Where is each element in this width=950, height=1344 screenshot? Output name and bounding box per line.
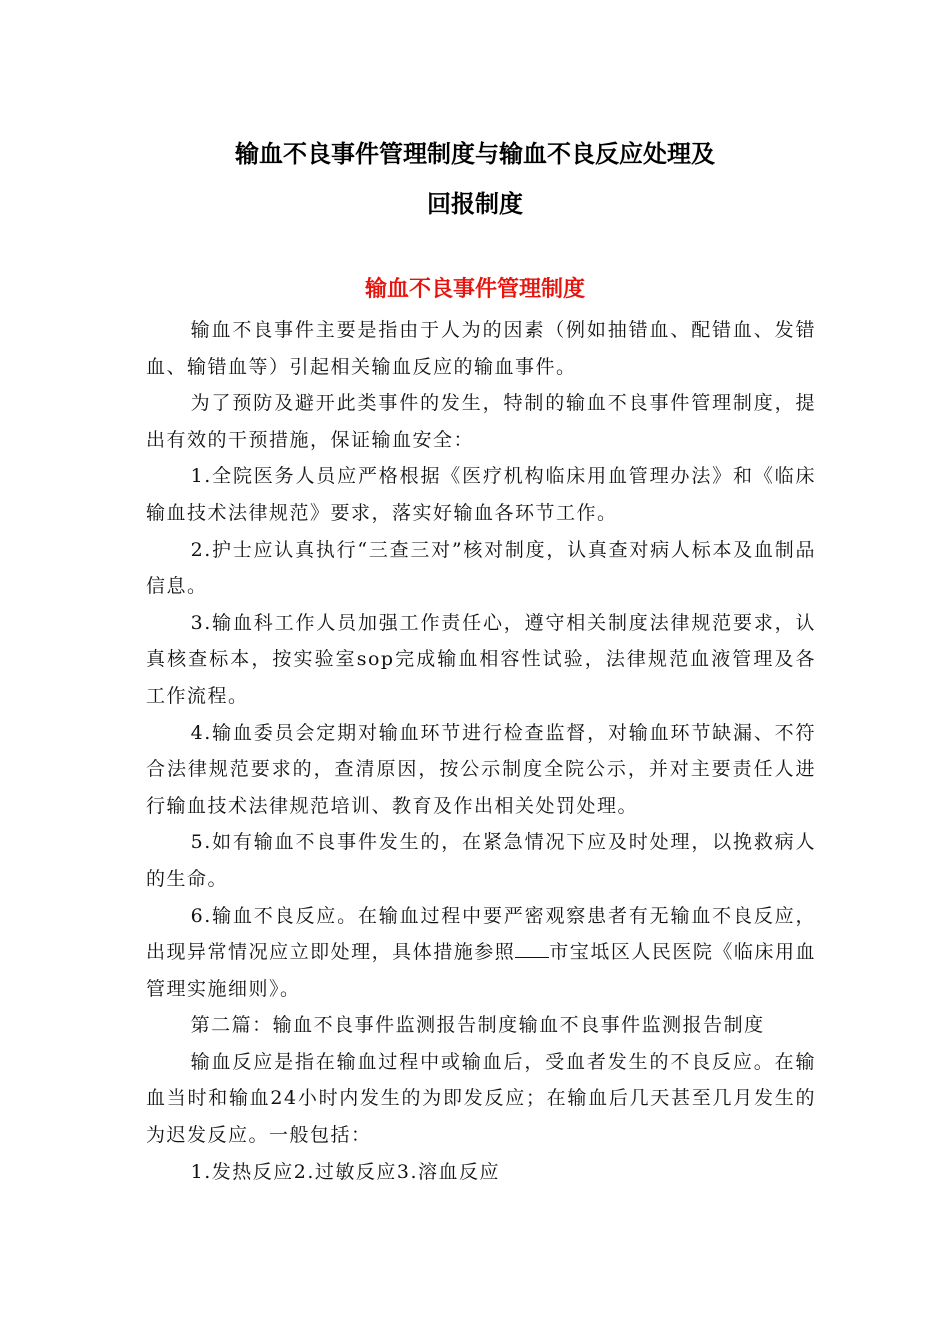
rule-6-text-end: 市宝坻区人民医院《临床用血管理实施细则》。	[146, 941, 816, 1000]
paragraph-rule-4: 4.输血委员会定期对输血环节进行检查监督，对输血环节缺漏、不符合法律规范要求的，查清原因，按公示制度全院公示，并对主要责任人进行输血技术法律规范培训、教育及作出相关处罚处理。	[146, 721, 816, 817]
rule-6-text-start: 6.输血不良反应。在输血过程中要严密观察患者有无输血不良反应，出现异常情况应立即处理，具体措施参照	[146, 904, 816, 964]
paragraph-part-two-heading: 第二篇：输血不良事件监测报告制度输血不良事件监测报告制度	[190, 1014, 765, 1037]
paragraph-rule-6	[146, 898, 816, 1008]
paragraph-rule-5: 5.如有输血不良事件发生的，在紧急情况下应及时处理，以挽救病人的生命。	[146, 831, 816, 890]
section-heading: 输血不良事件管理制度	[364, 277, 585, 302]
paragraph-rule-3: 3.输血科工作人员加强工作责任心，遵守相关制度法律规范要求，认真核查标本，按实验室sop完成输血相容性试验，法律规范血液管理及各工作流程。	[146, 611, 816, 707]
document-title-line-1: 输血不良事件管理制度与输血不良反应处理及	[235, 140, 715, 168]
paragraph-definition: 输血不良事件主要是指由于人为的因素（例如抽错血、配错血、发错血、输错血等）引起相关输血反应的输血事件。	[146, 319, 816, 378]
document-body	[146, 312, 816, 1190]
paragraph-reaction-types: 1.发热反应2.过敏反应3.溶血反应	[190, 1160, 501, 1183]
paragraph-reaction-definition: 输血反应是指在输血过程中或输血后，受血者发生的不良反应。在输血当时和输血24小时内发生的为即发反应；在输血后几天甚至几月发生的为迟发反应。一般包括：	[146, 1050, 816, 1147]
document-title-line-2: 回报制度	[427, 190, 523, 218]
paragraph-purpose: 为了预防及避开此类事件的发生，特制的输血不良事件管理制度，提出有效的干预措施，保证输血安全：	[146, 392, 816, 451]
fill-in-blank	[515, 939, 549, 958]
paragraph-rule-2: 2.护士应认真执行“三查三对”核对制度，认真查对病人标本及血制品信息。	[146, 538, 816, 598]
paragraph-rule-1: 1.全院医务人员应严格根据《医疗机构临床用血管理办法》和《临床输血技术法律规范》要求，落实好输血各环节工作。	[146, 465, 816, 524]
